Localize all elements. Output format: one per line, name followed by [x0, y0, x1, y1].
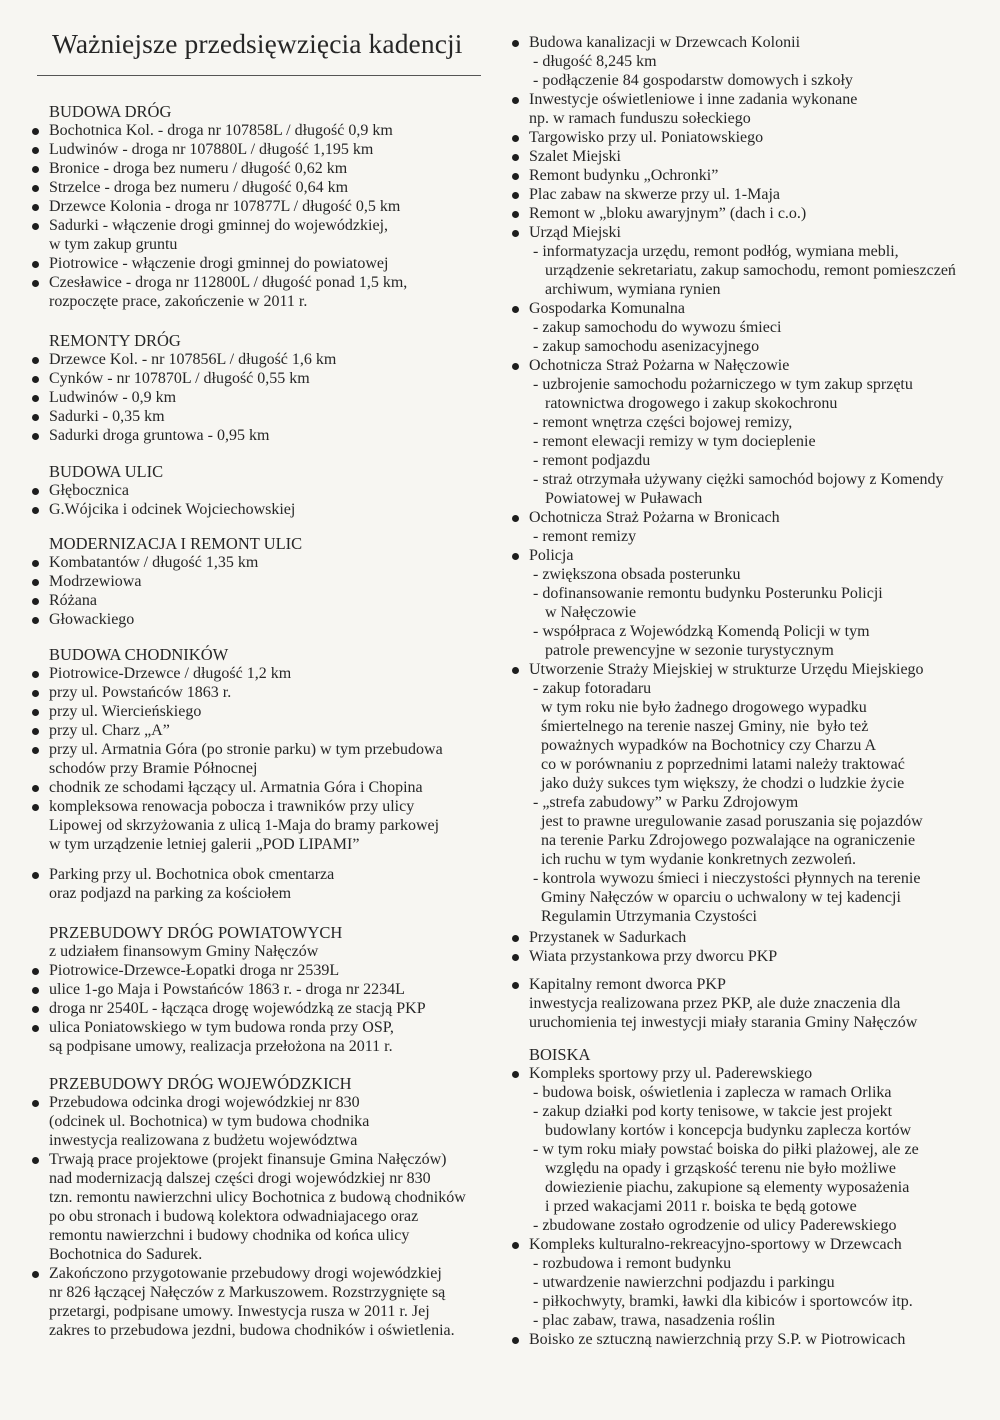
list-item-continuation: przetargi, podpisane umowy. Inwestycja rusza w 2011 r. Jej	[49, 1303, 430, 1320]
section-budowa-chodnikow	[30, 645, 495, 903]
sub-item: i przed wakacjami 2011 r. boiska te będą gotowe	[533, 1198, 857, 1215]
list-item: Kompleks kulturalno-rekreacyjno-sportowy w Drzewcach	[510, 1235, 985, 1254]
list-item: przy ul. Wiercieńskiego	[30, 702, 495, 721]
sub-item: - zakup samochodu asenizacyjnego	[533, 338, 760, 355]
list-item: Drzewce Kol. - nr 107856L / długość 1,6 km	[30, 350, 495, 369]
sub-item: - straż otrzymała używany ciężki samochód bojowy z Komendy	[533, 471, 944, 488]
sub-item: - remont wnętrza części bojowej remizy,	[533, 414, 793, 431]
section-modernizacja-ulic	[30, 534, 495, 629]
item-list	[30, 553, 495, 629]
sub-item: - budowa boisk, oświetlenia i zaplecza w ramach Orlika	[533, 1084, 892, 1101]
section-boiska	[510, 1045, 985, 1349]
list-item-continuation: schodów przy Bramie Północnej	[49, 760, 258, 777]
sub-item: Gminy Nałęczów w oparciu o uchwalony w tej kadencji	[533, 889, 901, 906]
section-heading: BUDOWA DRÓG	[49, 102, 172, 121]
item-list	[510, 1064, 985, 1349]
sub-item: poważnych wypadków na Bochotnicy czy Charzu A	[533, 737, 877, 754]
list-item-continuation: tzn. remontu nawierzchni ulicy Bochotnica z budową chodników	[49, 1189, 466, 1206]
list-item: Utworzenie Straży Miejskiej w strukturze Urzędu Miejskiego	[510, 660, 985, 679]
list-item: przy ul. Armatnia Góra (po stronie parku) w tym przebudowa	[30, 740, 495, 759]
list-item: ulice 1-go Maja i Powstańców 1863 r. - droga nr 2234L	[30, 980, 495, 999]
sub-item: - długość 8,245 km	[533, 53, 657, 70]
list-item: przy ul. Charz „A”	[30, 721, 495, 740]
sub-item: - informatyzacja urzędu, remont podłóg, wymiana mebli,	[533, 243, 899, 260]
list-item-continuation: np. w ramach funduszu sołeckiego	[529, 110, 751, 127]
sub-item: patrole prewencyjne w sezonie turystycznym	[533, 642, 834, 659]
list-item: Ludwinów - droga nr 107880L / długość 1,195 km	[30, 140, 495, 159]
list-item: Remont budynku „Ochronki”	[510, 166, 985, 185]
page-title: Ważniejsze przedsięwzięcia kadencji	[52, 28, 463, 59]
list-item: Piotrowice-Drzewce-Łopatki droga nr 2539L	[30, 961, 495, 980]
section-budowa-ulic	[30, 462, 495, 519]
sub-item: - piłkochwyty, bramki, ławki dla kibiców i sportowców itp.	[533, 1293, 913, 1310]
section-heading: MODERNIZACJA I REMONT ULIC	[49, 534, 303, 553]
list-item: Ochotnicza Straż Pożarna w Nałęczowie	[510, 356, 985, 375]
list-item: Piotrowice-Drzewce / długość 1,2 km	[30, 664, 495, 683]
sub-item: co w porównaniu z poprzednimi latami należy traktować	[533, 756, 905, 773]
list-item: Sadurki droga gruntowa - 0,95 km	[30, 426, 495, 445]
section-heading: PRZEBUDOWY DRÓG WOJEWÓDZKICH	[49, 1074, 352, 1093]
list-item-continuation: nad modernizacją dalszej części drogi wojewódzkiej nr 830	[49, 1170, 431, 1187]
sub-item: dowiezienie piachu, zakupione są elementy wyposażenia	[533, 1179, 910, 1196]
list-item: Plac zabaw na skwerze przy ul. 1-Maja	[510, 185, 985, 204]
list-item: Czesławice - droga nr 112800L / długość ponad 1,5 km,	[30, 273, 495, 292]
list-item: Parking przy ul. Bochotnica obok cmentarza	[30, 865, 495, 884]
section-heading: BUDOWA ULIC	[49, 462, 164, 481]
list-item: Budowa kanalizacji w Drzewcach Kolonii	[510, 33, 985, 52]
sub-item: - zwiększona obsada posterunku	[533, 566, 741, 583]
section-przebudowy-powiatowych	[30, 923, 495, 1056]
sub-item: - kontrola wywozu śmieci i nieczystości płynnych na terenie	[533, 870, 921, 887]
sub-item: - zakup fotoradaru	[533, 680, 652, 697]
list-item: Policja	[510, 546, 985, 565]
item-list	[30, 664, 495, 854]
list-item-continuation: Lipowej od skrzyżowania z ulicą 1-Maja do bramy parkowej	[49, 817, 440, 834]
list-item: Gospodarka Komunalna	[510, 299, 985, 318]
sub-item: śmiertelnego na terenie naszej Gminy, nie było też	[533, 718, 869, 735]
sub-item: względu na opady i grząskość terenu nie było możliwe	[533, 1160, 896, 1177]
list-item: Przystanek w Sadurkach	[510, 928, 985, 947]
sub-item: - utwardzenie nawierzchni podjazdu i parkingu	[533, 1274, 835, 1291]
sub-item: na terenie Parku Zdrojowego pozwalające na ograniczenie	[533, 832, 916, 849]
item-list	[510, 928, 985, 966]
list-item-continuation: nr 826 łączącej Nałęczów z Markuszowem. Rozstrzygnięte są	[49, 1284, 446, 1301]
list-item: Remont w „bloku awaryjnym” (dach i c.o.)	[510, 204, 985, 223]
list-item-continuation: rozpoczęte prace, zakończenie w 2011 r.	[49, 293, 308, 310]
list-item: kompleksowa renowacja pobocza i trawników przy ulicy	[30, 797, 495, 816]
sub-item: - remont podjazdu	[533, 452, 651, 469]
section-note: z udziałem finansowym Gminy Nałęczów	[49, 943, 319, 960]
list-item-continuation: są podpisane umowy, realizacja przełożona na 2011 r.	[49, 1038, 393, 1055]
sub-item: w tym roku nie było żadnego drogowego wypadku	[533, 699, 867, 716]
sub-item: - „strefa zabudowy” w Parku Zdrojowym	[533, 794, 799, 811]
list-item: Zakończono przygotowanie przebudowy drogi wojewódzkiej	[30, 1264, 495, 1283]
section-budowa-drog	[30, 102, 495, 311]
list-item: Sadurki - 0,35 km	[30, 407, 495, 426]
sub-item: - remont elewacji remizy w tym docieplenie	[533, 433, 816, 450]
item-list	[510, 975, 985, 1032]
list-item: Drzewce Kolonia - droga nr 107877L / długość 0,5 km	[30, 197, 495, 216]
list-item: Kombatantów / długość 1,35 km	[30, 553, 495, 572]
list-item: Wiata przystankowa przy dworcu PKP	[510, 947, 985, 966]
sub-item: - podłączenie 84 gospodarstw domowych i szkoły	[533, 72, 853, 89]
list-item: Kapitalny remont dworca PKP	[510, 975, 985, 994]
list-item: Różana	[30, 591, 495, 610]
list-item-continuation: uruchomienia tej inwestycji miały starania Gminy Nałęczów	[529, 1014, 918, 1031]
section-inwestycje	[510, 33, 985, 926]
sub-item: archiwum, wymiana rynien	[533, 281, 721, 298]
sub-item: Powiatowej w Puławach	[533, 490, 703, 507]
list-item: Cynków - nr 107870L / długość 0,55 km	[30, 369, 495, 388]
section-przebudowy-wojewodzkich	[30, 1074, 495, 1340]
sub-item: ich ruchu w tym wydanie konkretnych zezwoleń.	[533, 851, 857, 868]
sub-item: budowlany kortów i koncepcja budynku zaplecza kortów	[533, 1122, 912, 1139]
section-heading: PRZEBUDOWY DRÓG POWIATOWYCH	[49, 923, 343, 942]
sub-item: - rozbudowa i remont budynku	[533, 1255, 732, 1272]
section-heading: REMONTY DRÓG	[49, 331, 181, 350]
sub-item: - remont remizy	[533, 528, 637, 545]
list-item: Szalet Miejski	[510, 147, 985, 166]
list-item: droga nr 2540L - łącząca drogę wojewódzką ze stacją PKP	[30, 999, 495, 1018]
list-item-continuation: oraz podjazd na parking za kościołem	[49, 885, 292, 902]
list-item-continuation: Bochotnica do Sadurek.	[49, 1246, 203, 1263]
item-list	[30, 350, 495, 445]
list-item-continuation: w tym urządzenie letniej galerii „POD LIPAMI”	[49, 836, 360, 853]
sub-item: - w tym roku miały powstać boiska do piłki plażowej, ale ze	[533, 1141, 919, 1158]
list-item: Urząd Miejski	[510, 223, 985, 242]
list-item: Głębocznica	[30, 481, 495, 500]
sub-item: jest to prawne uregulowanie zasad poruszania się pojazdów	[533, 813, 923, 830]
item-list	[30, 121, 495, 311]
list-item: Modrzewiowa	[30, 572, 495, 591]
sub-item: - zakup samochodu do wywozu śmieci	[533, 319, 782, 336]
item-list	[30, 1093, 495, 1340]
list-item-continuation: (odcinek ul. Bochotnica) w tym budowa chodnika	[49, 1113, 370, 1130]
sub-item: - uzbrojenie samochodu pożarniczego w tym zakup sprzętu	[533, 376, 913, 393]
list-item: Boisko ze sztuczną nawierzchnią przy S.P. w Piotrowicach	[510, 1330, 985, 1349]
section-heading: BUDOWA CHODNIKÓW	[49, 645, 229, 664]
list-item: Bochotnica Kol. - droga nr 107858L / długość 0,9 km	[30, 121, 495, 140]
list-item: przy ul. Powstańców 1863 r.	[30, 683, 495, 702]
section-remonty-drog	[30, 331, 495, 445]
list-item: Bronice - droga bez numeru / długość 0,62 km	[30, 159, 495, 178]
sub-item: jako duży sukces tym większy, że chodzi o ludzkie życie	[533, 775, 905, 792]
section-dworzec-pkp	[510, 975, 985, 1032]
parking-list	[30, 865, 495, 903]
list-item: Inwestycje oświetleniowe i inne zadania wykonane	[510, 90, 985, 109]
list-item: G.Wójcika i odcinek Wojciechowskiej	[30, 500, 495, 519]
sub-item: - dofinansowanie remontu budynku Posterunku Policji	[533, 585, 883, 602]
sub-item: - współpraca z Wojewódzką Komendą Policji w tym	[533, 623, 870, 640]
item-list	[30, 481, 495, 519]
list-item-continuation: po obu stronach i budową kolektora odwadniajacego oraz	[49, 1208, 419, 1225]
list-item: Targowisko przy ul. Poniatowskiego	[510, 128, 985, 147]
sub-item: - zbudowane zostało ogrodzenie od ulicy Paderewskiego	[533, 1217, 897, 1234]
sub-item: - plac zabaw, trawa, nasadzenia roślin	[533, 1312, 775, 1329]
sub-item: - zakup działki pod korty tenisowe, w takcie jest projekt	[533, 1103, 893, 1120]
list-item: Przebudowa odcinka drogi wojewódzkiej nr 830	[30, 1093, 495, 1112]
section-heading: BOISKA	[529, 1045, 591, 1064]
list-item-continuation: inwestycja realizowana przez PKP, ale duże znaczenia dla	[529, 995, 901, 1012]
list-item: Sadurki - włączenie drogi gminnej do wojewódzkiej,	[30, 216, 495, 235]
list-item: Piotrowice - włączenie drogi gminnej do powiatowej	[30, 254, 495, 273]
item-list	[30, 961, 495, 1056]
sub-item: ratownictwa drogowego i zakup skokochronu	[533, 395, 838, 412]
list-item: Strzelce - droga bez numeru / długość 0,64 km	[30, 178, 495, 197]
title-underline	[37, 75, 481, 76]
list-item: Ludwinów - 0,9 km	[30, 388, 495, 407]
list-item: Głowackiego	[30, 610, 495, 629]
list-item: Trwają prace projektowe (projekt finansuje Gmina Nałęczów)	[30, 1150, 495, 1169]
list-item-continuation: remontu nawierzchni i budowy chodnika od końca ulicy	[49, 1227, 410, 1244]
list-item: Ochotnicza Straż Pożarna w Bronicach	[510, 508, 985, 527]
list-item-continuation: inwestycja realizowana z budżetu województwa	[49, 1132, 358, 1149]
list-item-continuation: zakres to przebudowa jezdni, budowa chodników i oświetlenia.	[49, 1322, 455, 1339]
sub-item: Regulamin Utrzymania Czystości	[533, 908, 757, 925]
section-przystanki	[510, 928, 985, 966]
sub-item: urządzenie sekretariatu, zakup samochodu, remont pomieszczeń	[533, 262, 956, 279]
list-item: ulica Poniatowskiego w tym budowa ronda przy OSP,	[30, 1018, 495, 1037]
sub-item: w Nałęczowie	[533, 604, 637, 621]
item-list	[510, 33, 985, 926]
list-item: chodnik ze schodami łączący ul. Armatnia Góra i Chopina	[30, 778, 495, 797]
list-item-continuation: w tym zakup gruntu	[49, 236, 178, 253]
list-item: Kompleks sportowy przy ul. Paderewskiego	[510, 1064, 985, 1083]
